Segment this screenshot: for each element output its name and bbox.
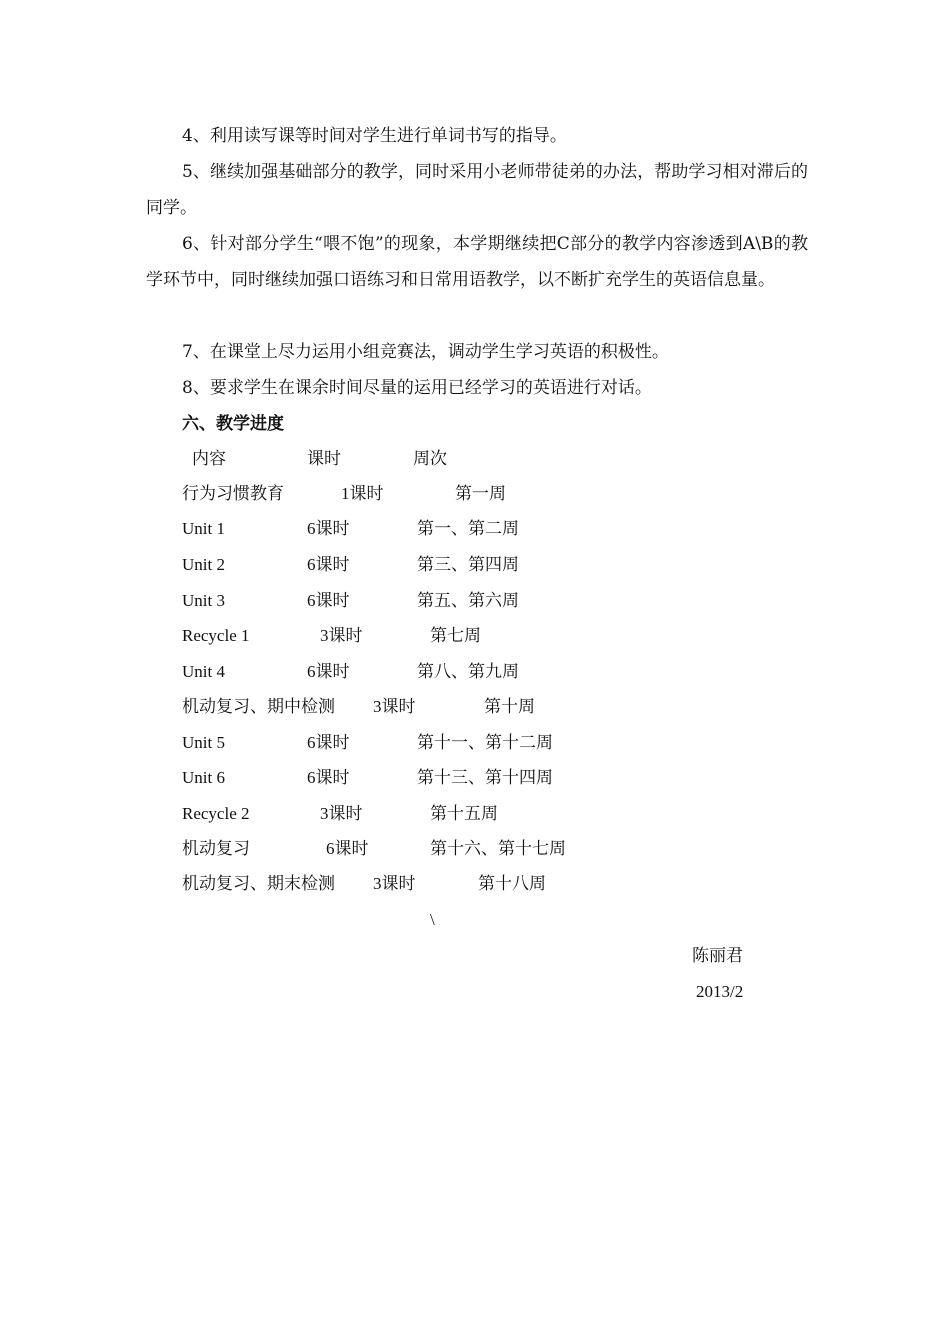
row-weeks: 第十一、第十二周 bbox=[417, 733, 553, 753]
row-content: Unit 1 bbox=[182, 519, 225, 538]
row-weeks: 第七周 bbox=[430, 626, 481, 646]
row-content: Unit 6 bbox=[182, 768, 225, 787]
row-weeks: 第一周 bbox=[455, 484, 506, 504]
paragraph-7: 7、在课堂上尽力运用小组竞赛法，调动学生学习英语的积极性。 bbox=[182, 342, 669, 362]
row-hours: 6课时 bbox=[307, 519, 350, 538]
document-date: 2013/2 bbox=[696, 982, 744, 1001]
row-content: Unit 4 bbox=[182, 662, 225, 681]
row-hours: 6课时 bbox=[307, 768, 350, 787]
row-content: Recycle 2 bbox=[182, 804, 250, 823]
row-hours: 6课时 bbox=[307, 591, 350, 610]
row-hours: 3课时 bbox=[373, 697, 416, 716]
row-hours: 6课时 bbox=[326, 839, 369, 858]
row-content: 机动复习 bbox=[182, 839, 250, 859]
row-weeks: 第三、第四周 bbox=[417, 555, 519, 575]
row-weeks: 第十六、第十七周 bbox=[430, 839, 566, 859]
row-content: Unit 2 bbox=[182, 555, 225, 574]
row-weeks: 第五、第六周 bbox=[417, 591, 519, 611]
row-weeks: 第八、第九周 bbox=[417, 662, 519, 682]
author-name: 陈丽君 bbox=[692, 946, 743, 966]
header-weeks: 周次 bbox=[413, 449, 447, 469]
stray-mark: \ bbox=[430, 910, 435, 929]
row-content: 行为习惯教育 bbox=[182, 484, 284, 504]
section-heading: 六、教学进度 bbox=[182, 414, 284, 434]
row-hours: 3课时 bbox=[373, 874, 416, 893]
paragraph-8: 8、要求学生在课余时间尽量的运用已经学习的英语进行对话。 bbox=[182, 378, 652, 398]
row-hours: 3课时 bbox=[320, 804, 363, 823]
row-weeks: 第十八周 bbox=[478, 874, 546, 894]
row-content: 机动复习、期中检测 bbox=[182, 697, 335, 717]
row-hours: 1课时 bbox=[341, 484, 384, 503]
row-hours: 6课时 bbox=[307, 555, 350, 574]
row-weeks: 第十周 bbox=[484, 697, 535, 717]
row-weeks: 第十五周 bbox=[430, 804, 498, 824]
paragraph-6: 6、针对部分学生“喂不饱”的现象，本学期继续把C部分的教学内容渗透到A\B的教学环节中，同时继续加强口语练习和日常用语教学，以不断扩充学生的英语信息量。 bbox=[146, 234, 808, 290]
row-content: Unit 5 bbox=[182, 733, 225, 752]
paragraph-5: 5、继续加强基础部分的教学，同时采用小老师带徒弟的办法，帮助学习相对滞后的同学。 bbox=[146, 162, 808, 218]
row-content: 机动复习、期末检测 bbox=[182, 874, 335, 894]
paragraph-4: 4、利用读写课等时间对学生进行单词书写的指导。 bbox=[182, 126, 567, 146]
row-content: Recycle 1 bbox=[182, 626, 250, 645]
row-weeks: 第一、第二周 bbox=[417, 519, 519, 539]
row-weeks: 第十三、第十四周 bbox=[417, 768, 553, 788]
header-hours: 课时 bbox=[307, 449, 341, 469]
row-hours: 6课时 bbox=[307, 733, 350, 752]
header-content: 内容 bbox=[192, 449, 226, 469]
row-content: Unit 3 bbox=[182, 591, 225, 610]
row-hours: 3课时 bbox=[320, 626, 363, 645]
row-hours: 6课时 bbox=[307, 662, 350, 681]
